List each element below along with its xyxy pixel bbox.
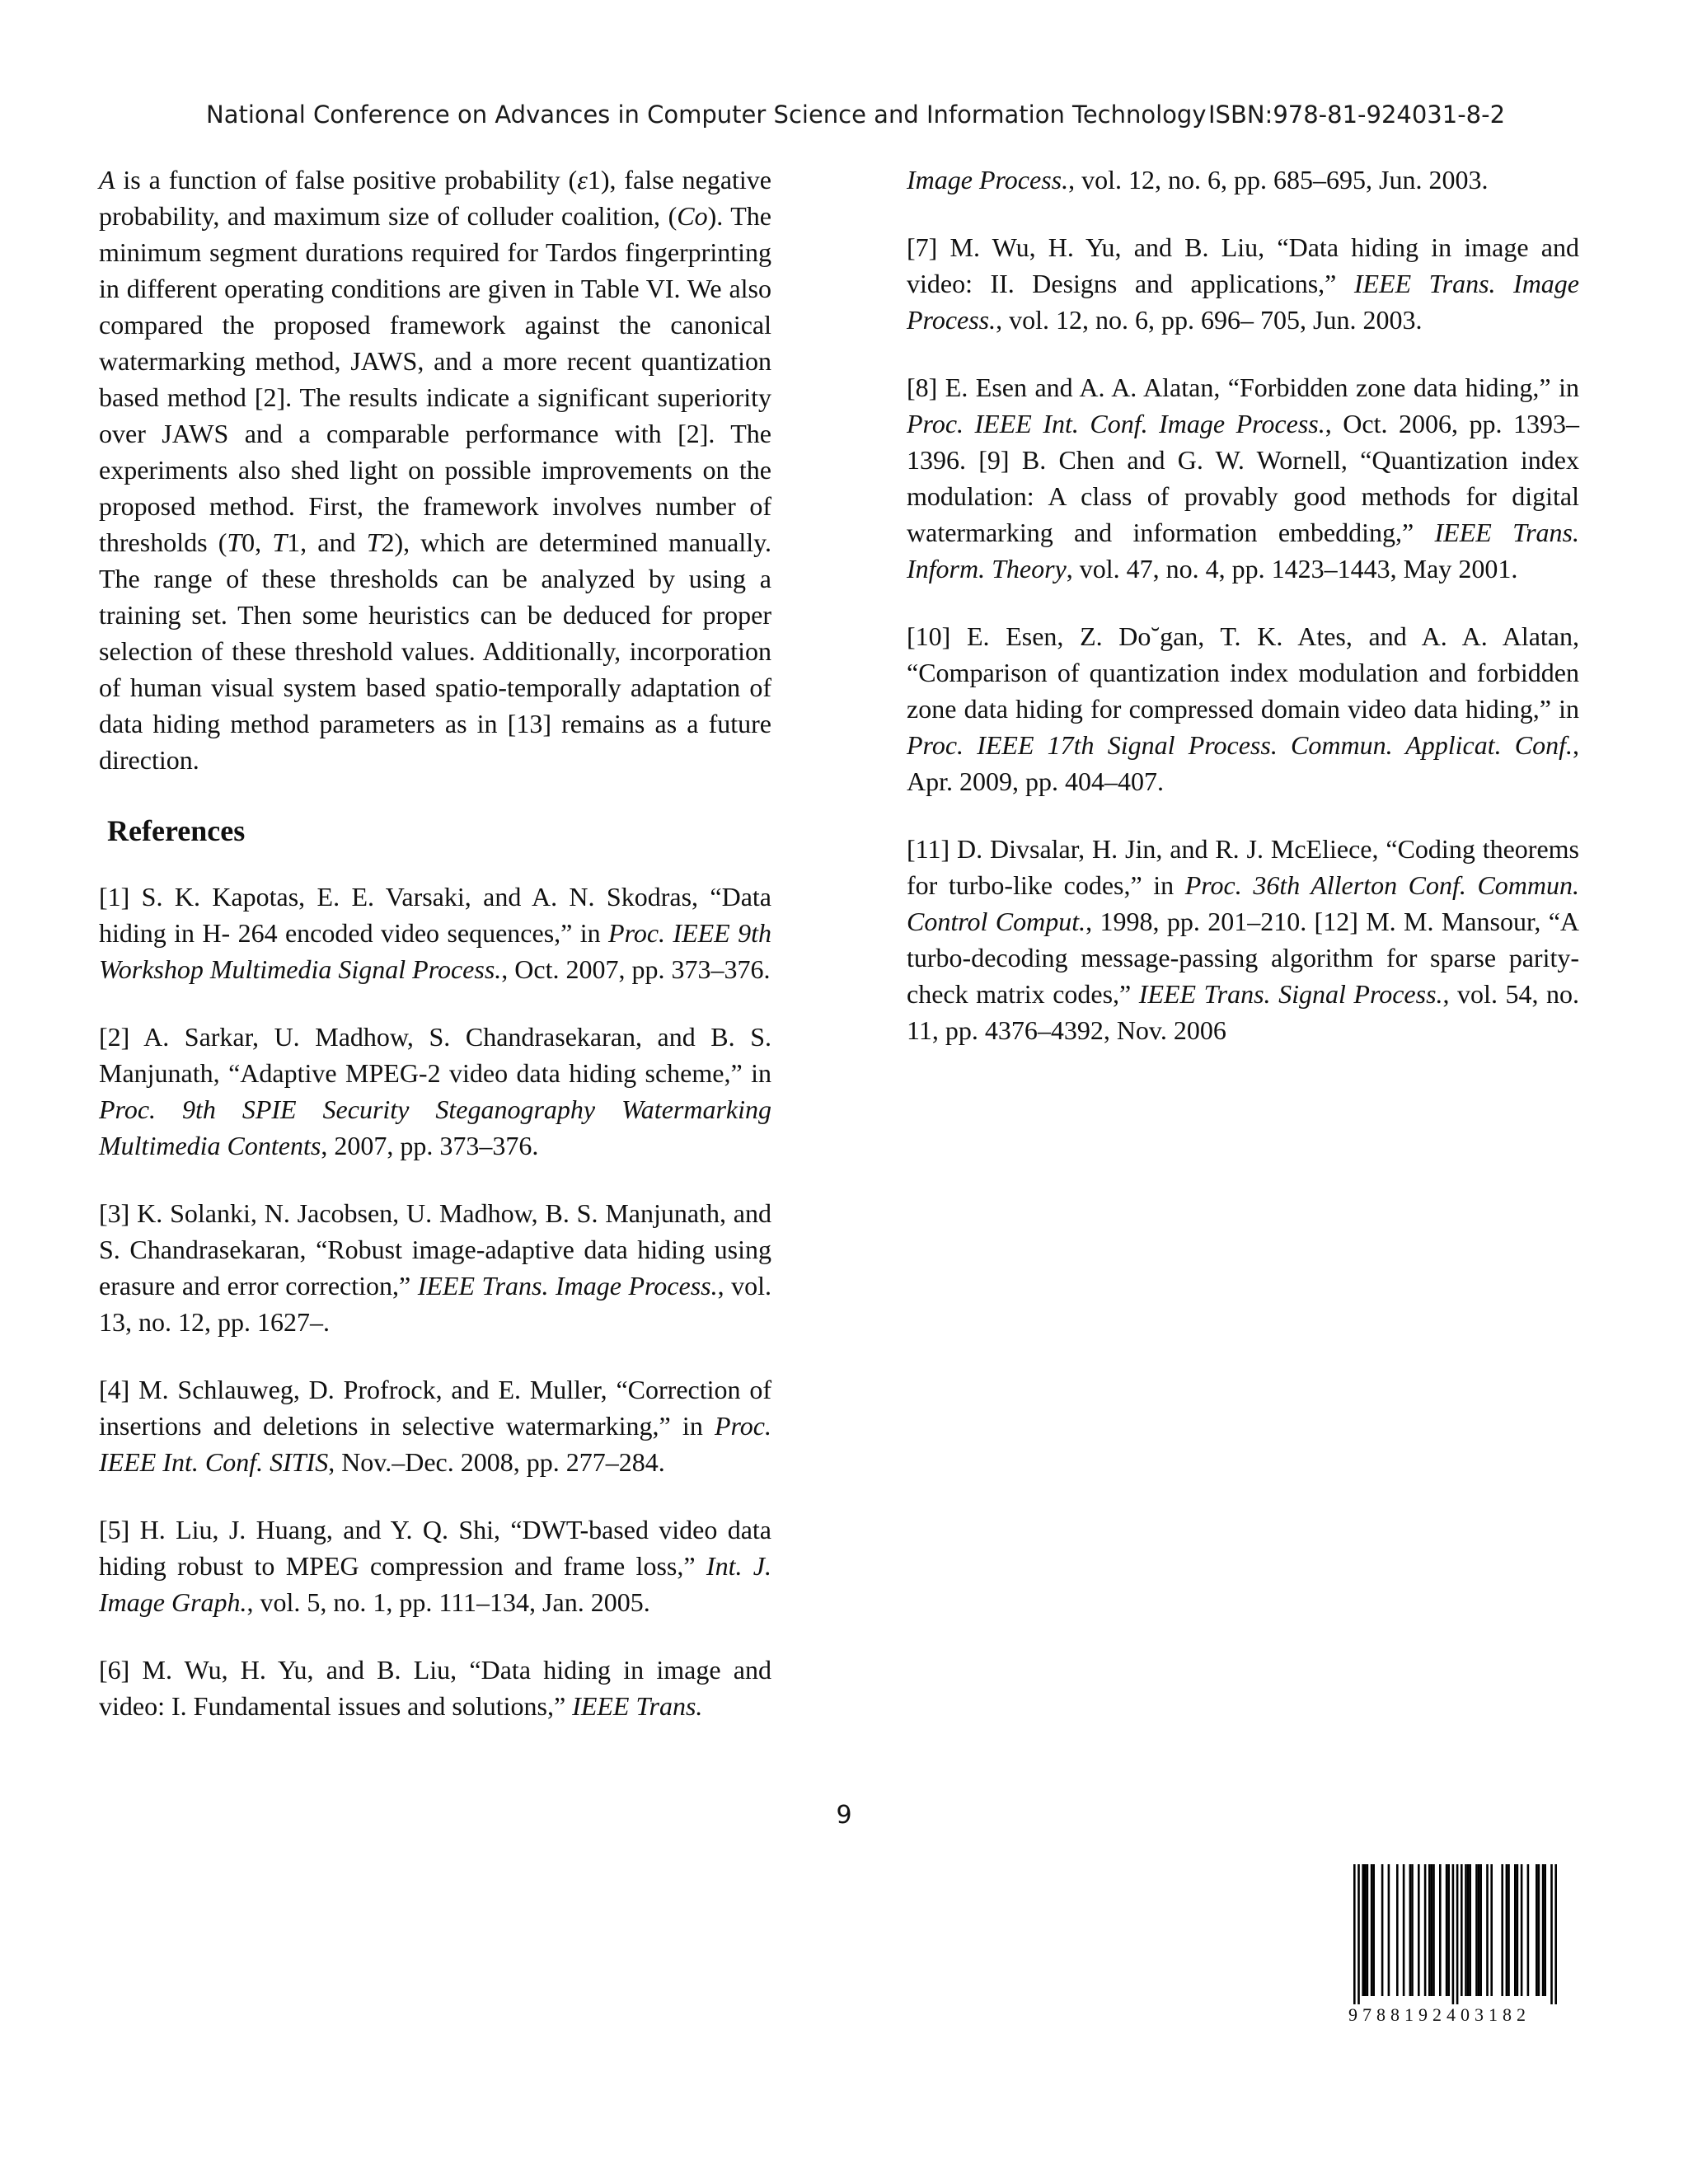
barcode-bar	[1527, 1864, 1530, 1996]
barcode-bar	[1364, 1864, 1367, 1996]
text-run: 1), false negative probability, and maximum size of colluder coalition, (	[99, 165, 772, 231]
italic-text-run: Int. J. Image Graph.	[99, 1551, 772, 1617]
italic-text-run: IEEE Trans.	[572, 1691, 703, 1721]
italic-text-run: Image Process.	[907, 165, 1069, 194]
barcode-bar	[1544, 1864, 1546, 1996]
italic-text-run: IEEE Trans. Image Process.	[417, 1271, 718, 1301]
barcode-bar	[1357, 1864, 1360, 2004]
text-run: is a function of false positive probability (	[115, 165, 578, 194]
text-run: [1] S. K. Kapotas, E. E. Varsaki, and A. N. Skodras, “Data hiding in H- 264 encoded video sequences,” in	[99, 882, 771, 948]
barcode-bar	[1456, 1864, 1459, 2004]
barcode-bar	[1353, 1864, 1356, 2004]
barcode-bar	[1478, 1864, 1480, 1996]
references-heading: References	[107, 814, 246, 847]
conference-title: National Conference on Advances in Computer Science and Information Technology	[206, 101, 1207, 129]
italic-text-run: T	[227, 527, 242, 557]
text-run: , vol. 54, no. 11, pp. 4376–4392, Nov. 2006	[907, 979, 1580, 1045]
barcode-bar	[1521, 1864, 1523, 1996]
text-run: , Oct. 2006, pp. 1393–1396. [9] B. Chen and G. W. Wornell, “Quantization index modulation: A class of provably good methods for digital watermarking and information embedding,”	[907, 409, 1580, 547]
barcode-bar	[1490, 1864, 1493, 1996]
barcode-bar	[1517, 1864, 1519, 1996]
text-run: [7] M. Wu, H. Yu, and B. Liu, “Data hiding in image and video: II. Designs and applications,”	[907, 232, 1579, 298]
text-run: [5] H. Liu, J. Huang, and Y. Q. Shi, “DWT-based video data hiding robust to MPEG compression and frame loss,”	[99, 1515, 771, 1581]
reference-entry	[99, 1195, 771, 1340]
text-run: [6] M. Wu, H. Yu, and B. Liu, “Data hiding in image and video: I. Fundamental issues and solutions,”	[99, 1655, 771, 1721]
reference-entry	[99, 1652, 771, 1724]
text-run: [11] D. Divsalar, H. Jin, and R. J. McEliece, “Coding theorems for turbo-like codes,” in	[907, 834, 1579, 900]
italic-text-run: Proc. 9th SPIE Security Steganography Watermarking Multimedia Contents	[99, 1094, 771, 1160]
text-run: , vol. 5, no. 1, pp. 111–134, Jan. 2005.	[246, 1587, 650, 1617]
barcode-bar	[1372, 1864, 1375, 1996]
reference-entry	[99, 879, 771, 987]
barcode-bar	[1388, 1864, 1390, 1996]
right-column	[907, 162, 1579, 1080]
italic-text-run: IEEE Trans. Inform. Theory	[907, 518, 1580, 583]
text-run: , vol. 13, no. 12, pp. 1627–.	[99, 1271, 771, 1337]
text-run: 0,	[241, 527, 273, 557]
barcode-bar	[1428, 1864, 1431, 1996]
references-list-left	[99, 879, 771, 1724]
text-run: 2), which are determined manually. The range of these thresholds can be analyzed by using a training set. Then some heuristics can be deduced for proper selection of these threshold values. Additionally, incorporation of human visual system based spatio-temporally adaptation of data hiding method parameters as in [13] remains as a future direction.	[99, 527, 772, 775]
barcode-bars	[1343, 1864, 1566, 2004]
reference-entry	[99, 1511, 771, 1620]
barcode-bar	[1371, 1864, 1373, 1996]
reference-entry	[907, 618, 1579, 799]
barcode-bar	[1536, 1864, 1538, 1996]
barcode-bar	[1550, 1864, 1553, 2004]
reference-entry	[99, 1019, 771, 1164]
barcode-bar	[1554, 1864, 1557, 2004]
barcode-bar	[1439, 1864, 1442, 1996]
italic-text-run: IEEE Trans. Image Process.	[907, 269, 1580, 335]
reference-entry	[99, 1371, 771, 1480]
text-run: ). The minimum segment durations required for Tardos fingerprinting in different operating conditions are given in Table VI. We also compared the proposed framework against the canonical watermarking method, JAWS, and a more recent quantization based method [2]. The results indicate a significant superiority over JAWS and a comparable performance with [2]. The experiments also shed light on possible improvements on the proposed method. First, the framework involves number of thresholds (	[99, 201, 772, 557]
text-run: [4] M. Schlauweg, D. Profrock, and E. Muller, “Correction of insertions and deletions in selective watermarking,” in	[99, 1375, 771, 1441]
reference-entry	[907, 369, 1579, 587]
text-run: [3] K. Solanki, N. Jacobsen, U. Madhow, B. S. Manjunath, and S. Chandrasekaran, “Robust image-adaptive data hiding using erasure and error correction,”	[99, 1198, 771, 1301]
references-list-right	[907, 162, 1579, 1048]
italic-text-run: Co	[677, 201, 708, 231]
text-run: , Oct. 2007, pp. 373–376.	[501, 954, 771, 984]
barcode-bar	[1542, 1864, 1545, 1996]
page-number: 9	[836, 1801, 852, 1830]
barcode-bar	[1432, 1864, 1435, 1996]
barcode-bar	[1367, 1864, 1369, 1996]
isbn-barcode	[1343, 1864, 1566, 2013]
barcode-bar	[1479, 1864, 1482, 1996]
barcode-bar	[1469, 1864, 1471, 1996]
barcode-bar	[1467, 1864, 1470, 1996]
barcode-bar	[1381, 1864, 1384, 1996]
barcode-bar	[1486, 1864, 1489, 1996]
barcode-bar	[1507, 1864, 1510, 1996]
italic-text-run: T	[272, 527, 288, 557]
text-run: [8] E. Esen and A. A. Alatan, “Forbidden zone data hiding,” in	[907, 373, 1579, 402]
text-run: , Nov.–Dec. 2008, pp. 277–284.	[328, 1447, 665, 1477]
barcode-bar	[1418, 1864, 1420, 1996]
barcode-bar	[1411, 1864, 1414, 1996]
text-run: , Apr. 2009, pp. 404–407.	[907, 730, 1579, 796]
barcode-bar	[1403, 1864, 1405, 1996]
text-run: , vol. 12, no. 6, pp. 696– 705, Jun. 2003.	[996, 305, 1423, 335]
text-run: [10] E. Esen, Z. Do˘gan, T. K. Ates, and A. A. Alatan, “Comparison of quantization index modulation and forbidden zone data hiding for compressed domain video data hiding,” in	[907, 621, 1579, 724]
barcode-bar	[1538, 1864, 1540, 1996]
text-run: , vol. 47, no. 4, pp. 1423–1443, May 2001.	[1066, 554, 1518, 583]
reference-entry	[907, 229, 1579, 338]
italic-text-run: IEEE Trans. Signal Process.	[1138, 979, 1443, 1009]
barcode-bar	[1452, 1864, 1455, 2004]
italic-text-run: Proc. 36th Allerton Conf. Commun. Control Comput.	[907, 870, 1580, 936]
italic-text-run: Proc. IEEE 9th Workshop Multimedia Signal Process.	[99, 918, 772, 984]
barcode-bar	[1475, 1864, 1478, 1996]
barcode-bar	[1424, 1864, 1427, 1996]
text-run: [2] A. Sarkar, U. Madhow, S. Chandrasekaran, and B. S. Manjunath, “Adaptive MPEG-2 video data hiding scheme,” in	[99, 1022, 771, 1088]
barcode-bar	[1514, 1864, 1517, 1996]
body-paragraph	[99, 162, 771, 778]
barcode-bar	[1396, 1864, 1399, 1996]
italic-text-run: Proc. IEEE Int. Conf. Image Process.	[907, 409, 1325, 438]
italic-text-run: Proc. IEEE 17th Signal Process. Commun. Applicat. Conf.	[907, 730, 1573, 760]
barcode-digits: 9788192403182	[1348, 2004, 1531, 2025]
barcode-bar	[1431, 1864, 1433, 1996]
text-run: 1, and	[287, 527, 367, 557]
text-run: , 2007, pp. 373–376.	[321, 1131, 539, 1160]
italic-text-run: A	[99, 165, 115, 194]
isbn-label: ISBN:978-81-924031-8-2	[1208, 101, 1506, 129]
barcode-bar	[1447, 1864, 1450, 1996]
text-run: , vol. 12, no. 6, pp. 685–695, Jun. 2003.	[1068, 165, 1489, 194]
barcode-bar	[1501, 1864, 1503, 1996]
barcode-bar	[1461, 1864, 1463, 1996]
reference-entry	[907, 831, 1579, 1048]
reference-entry	[907, 162, 1579, 198]
barcode-bar	[1362, 1864, 1364, 1996]
barcode-bar	[1465, 1864, 1467, 1996]
barcode-bar	[1506, 1864, 1508, 1996]
italic-text-run: T	[366, 527, 382, 557]
italic-text-run: Proc. IEEE Int. Conf. SITIS	[99, 1411, 771, 1477]
left-column	[99, 162, 771, 1755]
barcode-bar	[1409, 1864, 1412, 1996]
barcode-bar	[1446, 1864, 1448, 1996]
page-header	[0, 97, 1688, 138]
text-run: , 1998, pp. 201–210. [12] M. M. Mansour, “A turbo-decoding message-passing algorithm for sparse parity-check matrix codes,”	[907, 907, 1580, 1009]
italic-text-run: ε	[577, 165, 588, 194]
